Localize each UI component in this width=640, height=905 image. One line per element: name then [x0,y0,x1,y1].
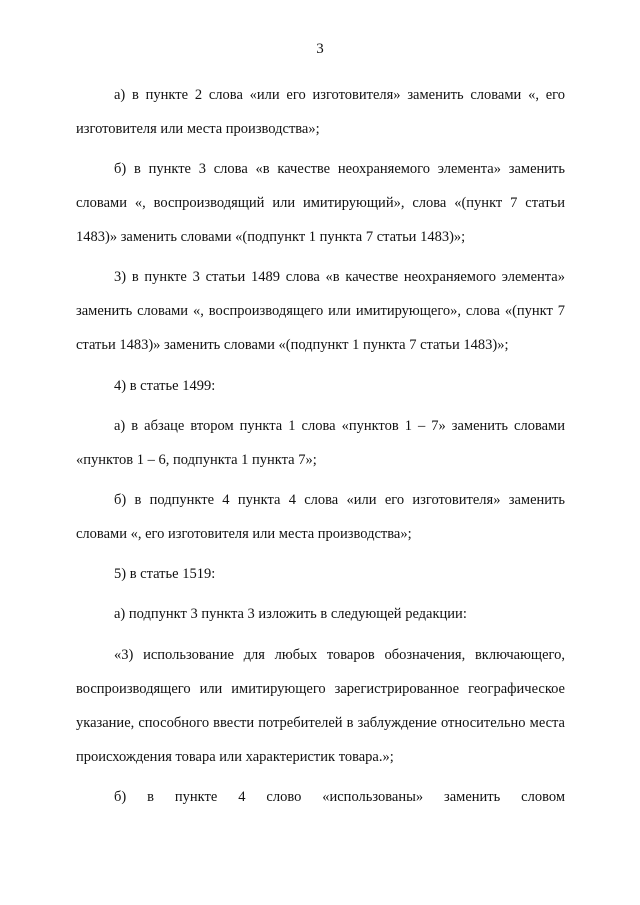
paragraph-item-3-article-1489: 3) в пункте 3 статьи 1489 слова «в качестве неохраняемого элемента» заменить словами «, воспроизводящего или имитирующего», слова «(пункт 7 статьи 1483)» заменить словами «(подпункт 1 пункта 7 статьи 1483)»; [76,269,565,354]
paragraph-item-a-subpoint-3: а) подпункт 3 пункта 3 изложить в следующей редакции: [114,606,467,623]
paragraph-item-b-subpoint-4: б) в подпункте 4 пункта 4 слова «или его изготовителя» заменить словами «, его изготовителя или места производства»; [76,491,565,542]
paragraph-quoted-text: «3) использование для любых товаров обозначения, включающего, воспроизводящего или имитирующего зарегистрированное географическое указание, способного ввести потребителей в заблуждение относительно места происхождения товара или характеристик товара.»; [76,646,565,765]
paragraph-item-a-point-2: а) в пункте 2 слова «или его изготовителя» заменить словами «, его изготовителя или места производства»; [76,87,565,137]
paragraph-item-b-point-4: б) в пункте 4 слово «использованы» заменить словом [114,788,565,805]
paragraph-item-5-article-1519: 5) в статье 1519: [114,566,216,583]
page-number: 3 [316,41,324,57]
paragraph-item-a-abzats: а) в абзаце втором пункта 1 слова «пунктов 1 – 7» заменить словами «пунктов 1 – 6, подпункта 1 пункта 7»; [76,417,565,468]
paragraph-item-b-point-3: б) в пункте 3 слова «в качестве неохраняемого элемента» заменить словами «, воспроизводящий или имитирующий», слова «(пункт 7 статьи 1483)» заменить словами «(подпункт 1 пункта 7 статьи 1483)»; [76,161,565,246]
document-body [76,78,565,820]
paragraph-item-4-article-1499: 4) в статье 1499: [114,377,216,394]
